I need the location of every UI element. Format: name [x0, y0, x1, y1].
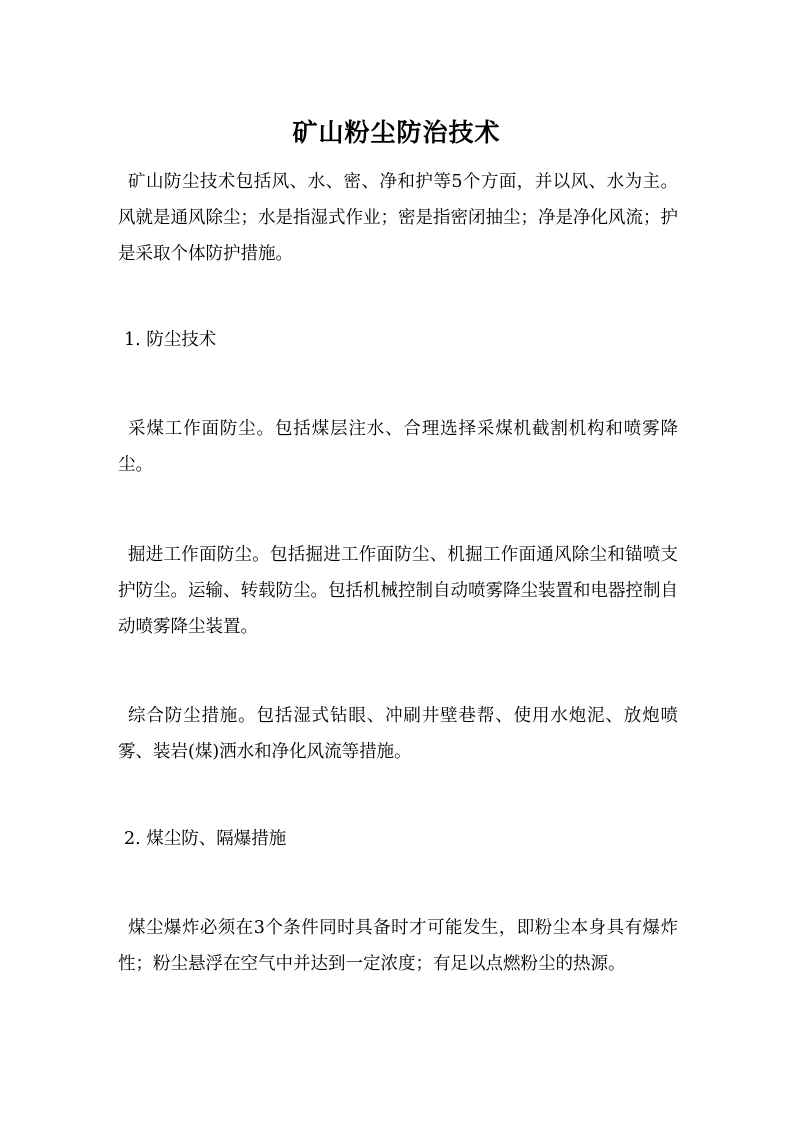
- document-title: 矿山粉尘防治技术: [292, 117, 501, 147]
- section-1-paragraph-3: 综合防尘措施。包括湿式钻眼、冲刷井壁巷帮、使用水炮泥、放炮喷雾、装岩(煤)洒水和净化风流等措施。: [118, 706, 678, 762]
- section-1-paragraph-1: 采煤工作面防尘。包括煤层注水、合理选择采煤机截割机构和喷雾降尘。: [118, 419, 678, 475]
- section-2-heading: 2. 煤尘防、隔爆措施: [124, 829, 287, 849]
- intro-paragraph: 矿山防尘技术包括风、水、密、净和护等5个方面，并以风、水为主。风就是通风除尘；水是指湿式作业；密是指密闭抽尘；净是净化风流；护是采取个体防护措施。: [118, 172, 678, 264]
- section-1-heading: 1. 防尘技术: [124, 330, 217, 350]
- section-2-paragraph-1: 煤尘爆炸必须在3个条件同时具备时才可能发生，即粉尘本身具有爆炸性；粉尘悬浮在空气中并达到一定浓度；有足以点燃粉尘的热源。: [118, 918, 678, 974]
- section-1-paragraph-2: 掘进工作面防尘。包括掘进工作面防尘、机掘工作面通风除尘和锚喷支护防尘。运输、转载防尘。包括机械控制自动喷雾降尘装置和电器控制自动喷雾降尘装置。: [118, 545, 678, 637]
